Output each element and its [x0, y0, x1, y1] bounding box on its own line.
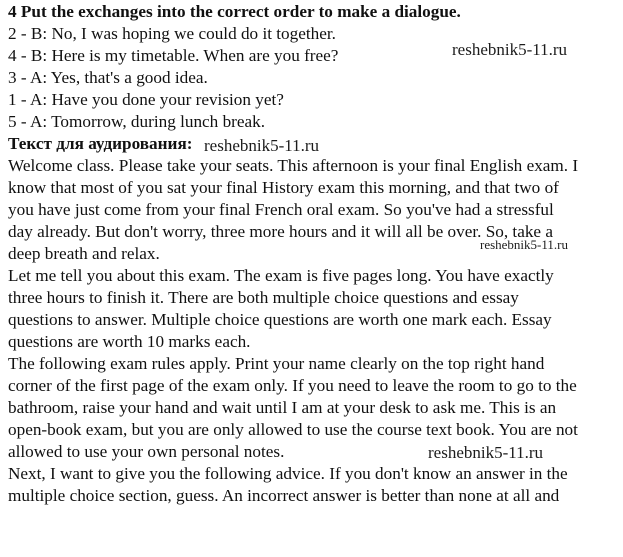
- dialogue-line: 4 - B: Here is my timetable. When are you free?: [8, 46, 339, 65]
- dialogue-line: 3 - A: Yes, that's a good idea.: [8, 68, 208, 87]
- watermark-text: reshebnik5-11.ru: [480, 237, 568, 252]
- transcript-line: three hours to finish it. There are both multiple choice questions and essay: [8, 288, 519, 307]
- dialogue-line: 5 - A: Tomorrow, during lunch break.: [8, 112, 266, 131]
- transcript-line: open-book exam, but you are only allowed to use the course text book. You are not: [8, 420, 578, 439]
- transcript-line: multiple choice section, guess. An incorrect answer is better than none at all and: [8, 486, 560, 505]
- transcript-line: deep breath and relax.: [8, 244, 160, 263]
- transcript-line: allowed to use your own personal notes.: [8, 442, 285, 461]
- transcript-line: questions to answer. Multiple choice questions are worth one mark each. Essay: [8, 310, 552, 329]
- watermark-text: reshebnik5-11.ru: [204, 136, 320, 155]
- exercise-title: 4 Put the exchanges into the correct order to make a dialogue.: [8, 2, 461, 21]
- transcript-line: know that most of you sat your final History exam this morning, and that two of: [8, 178, 559, 197]
- watermark-text: reshebnik5-11.ru: [428, 443, 544, 462]
- transcript-line: questions are worth 10 marks each.: [8, 332, 251, 351]
- transcript-line: corner of the first page of the exam only. If you need to leave the room to go to the: [8, 376, 577, 395]
- dialogue-line: 2 - B: No, I was hoping we could do it together.: [8, 24, 336, 43]
- transcript-line: The following exam rules apply. Print your name clearly on the top right hand: [8, 354, 545, 373]
- transcript-heading: Текст для аудирования:: [8, 134, 193, 153]
- transcript-line: Let me tell you about this exam. The exam is five pages long. You have exactly: [8, 266, 554, 285]
- dialogue-line: 1 - A: Have you done your revision yet?: [8, 90, 284, 109]
- transcript-line: day already. But don't worry, three more hours and it will all be over. So, take a: [8, 222, 553, 241]
- transcript-line: Welcome class. Please take your seats. This afternoon is your final English exam. I: [8, 156, 579, 175]
- watermark-text: reshebnik5-11.ru: [452, 40, 568, 59]
- transcript-line: Next, I want to give you the following advice. If you don't know an answer in the: [8, 464, 568, 483]
- transcript-line: you have just come from your final French oral exam. So you've had a stressful: [8, 200, 554, 219]
- transcript-line: bathroom, raise your hand and wait until I am at your desk to ask me. This is an: [8, 398, 557, 417]
